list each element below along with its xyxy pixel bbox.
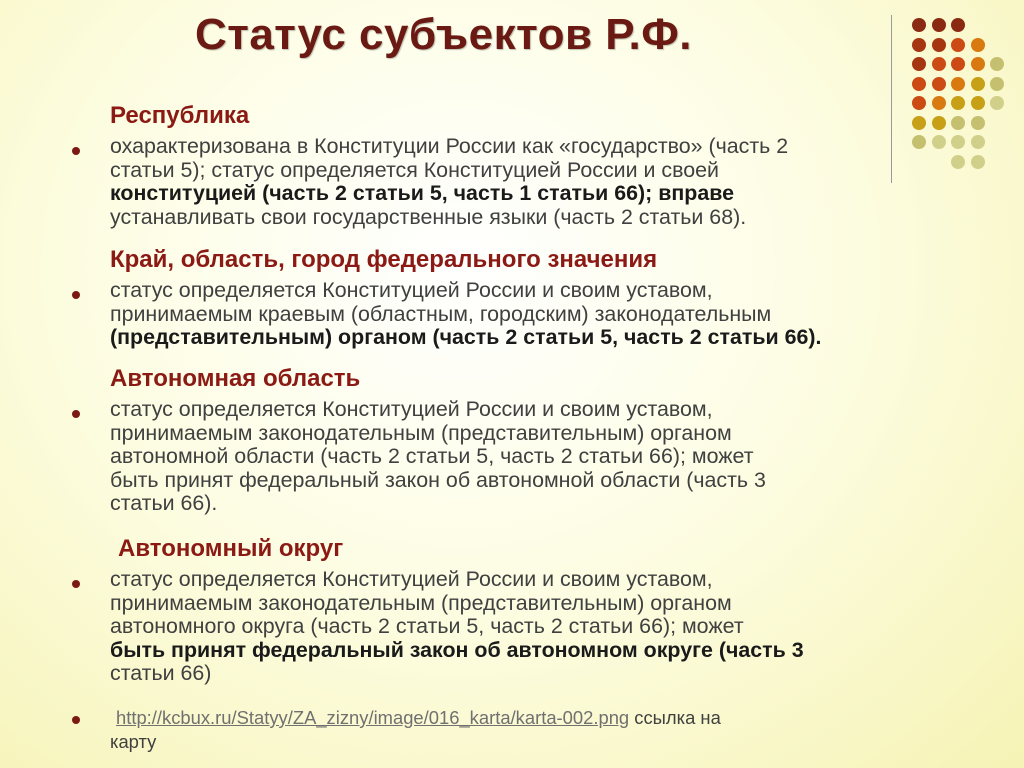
text-line: автономной области (часть 2 статьи 5, часть 2 статьи 66); может (110, 444, 754, 468)
text-autonomous-okrug (110, 568, 804, 686)
text-line: принимаемым законодательным (представительным) органом (110, 590, 732, 615)
text-line: статьи 5); статус определяется Конституцией России и своей (110, 157, 719, 182)
decorative-dot (951, 18, 965, 32)
bullet-republic (72, 147, 80, 155)
decorative-dot (932, 57, 946, 71)
decorative-dot (912, 57, 926, 71)
decorative-dot (912, 18, 926, 32)
text-line-mixed (110, 182, 788, 206)
decorative-dot (951, 116, 965, 130)
bullet-map-link (72, 716, 80, 724)
text-line: статус определяется Конституцией России и своим уставом, (110, 397, 713, 421)
decorative-dot (971, 38, 985, 52)
text-line: статьи 66). (110, 491, 218, 515)
bullet-autonomous-okrug (72, 580, 80, 588)
decorative-dot (932, 77, 946, 91)
text-line: статус определяется Конституцией России и своим уставом, (110, 278, 713, 302)
decorative-dot (971, 57, 985, 71)
text-line: автономного округа (часть 2 статьи 5, часть 2 статьи 66); может (110, 614, 744, 638)
text-krai (110, 279, 821, 350)
bullet-krai (72, 291, 80, 299)
title-divider (891, 15, 892, 183)
decorative-dot (932, 96, 946, 110)
decorative-dot (912, 96, 926, 110)
text-republic (110, 135, 788, 229)
bullet-autonomous-oblast (72, 410, 80, 418)
text-line: статьи 66) (110, 661, 212, 685)
decorative-dot (971, 116, 985, 130)
text-line-strong: быть принят федеральный закон об автономном округе (часть 3 (110, 637, 804, 662)
decorative-dot (912, 77, 926, 91)
decorative-dot (912, 38, 926, 52)
decorative-dot (951, 155, 965, 169)
decorative-dot (932, 135, 946, 149)
decorative-dot (912, 116, 926, 130)
decorative-dot (951, 77, 965, 91)
decorative-dot (990, 96, 1004, 110)
decorative-dot (971, 155, 985, 169)
decorative-dot (990, 57, 1004, 71)
text-autonomous-oblast (110, 398, 766, 516)
heading-republic: Республика (110, 102, 250, 129)
text-map-link (116, 707, 721, 729)
decorative-dot (971, 135, 985, 149)
slide-title: Статус субъектов Р.Ф. (195, 10, 692, 59)
map-link[interactable]: http://kcbux.ru/Statyy/ZA_zizny/image/016_karta/karta-002.png (116, 707, 630, 728)
heading-krai: Край, область, город федерального значения (110, 246, 658, 273)
decorative-dot (912, 135, 926, 149)
text-strong: вправе (652, 181, 735, 205)
text-line: быть принят федеральный закон об автономной области (часть 3 (110, 467, 766, 492)
decorative-dot (951, 96, 965, 110)
decorative-dot (971, 96, 985, 110)
decorative-dot (932, 116, 946, 130)
text-line-strong: (представительным) органом (часть 2 статьи 5, часть 2 статьи 66). (110, 325, 822, 349)
map-link-suffix: ссылка на (629, 707, 721, 728)
heading-autonomous-okrug: Автономный округ (118, 535, 344, 562)
text-line: статус определяется Конституцией России и своим уставом, (110, 567, 713, 591)
decorative-dot (951, 38, 965, 52)
decorative-dot (990, 77, 1004, 91)
text-line: принимаемым краевым (областным, городским) законодательным (110, 301, 772, 326)
text-line: принимаемым законодательным (представительным) органом (110, 420, 732, 445)
text-line: устанавливать свои государственные языки (часть 2 статьи 68). (110, 204, 747, 229)
decorative-dot (951, 57, 965, 71)
decorative-dot (951, 135, 965, 149)
heading-autonomous-oblast: Автономная область (110, 365, 361, 392)
decorative-dot (971, 77, 985, 91)
text-line: охарактеризована в Конституции России как «государство» (часть 2 (110, 134, 789, 158)
map-link-line (116, 707, 721, 729)
decorative-dot (932, 38, 946, 52)
decorative-dot (932, 18, 946, 32)
text-strong: конституцией (часть 2 статьи 5, часть 1 статьи 66); (110, 181, 653, 205)
map-link-line-2: карту (110, 731, 157, 752)
